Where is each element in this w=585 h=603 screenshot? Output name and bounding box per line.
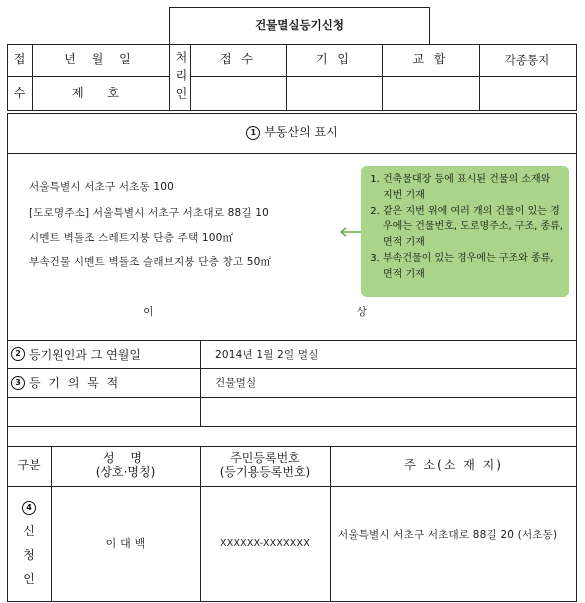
id-header: 주민등록번호 (등기용등록번호) — [219, 451, 311, 479]
property-line-4: 부속건물 시멘트 벽돌조 슬래브지붕 단층 창고 50㎡ — [29, 255, 272, 268]
cause-label: 2 등기원인과 그 연월일 — [11, 340, 141, 368]
notice-column: 각종통지 — [504, 52, 550, 67]
note-item-1: 1. 건축물대장 등에 표시된 건물의 소재와 지번 기재 — [383, 172, 563, 204]
guidance-note — [361, 166, 569, 297]
applicant-id-number: XXXXXX-XXXXXXX — [220, 537, 310, 549]
property-line-1: 서울특별시 서초구 서초동 100 — [29, 180, 175, 193]
note-item-3: 3. 부속건물이 있는 경우에는 구조와 종류, 면적 기재 — [383, 251, 563, 283]
division-header: 구분 — [17, 458, 41, 473]
receipt-label: 접 — [13, 52, 26, 67]
page-title: 건물멸실등기신청 — [255, 18, 344, 33]
property-heading-label: 부동산의 표시 — [264, 125, 338, 140]
section-number-4: 4 — [22, 501, 36, 515]
property-footer: 이 상 — [143, 305, 467, 318]
property-line-3: 시멘트 벽돌조 스레트지붕 단층 주택 100㎡ — [29, 231, 234, 244]
applicant-name: 이 대 백 — [105, 536, 146, 550]
purpose-value: 건물멸실 — [215, 377, 257, 389]
receipt-column: 접 수 — [220, 52, 256, 67]
property-line-2: [도로명주소] 서울특별시 서초구 서초대로 88길 10 — [29, 206, 269, 219]
processing-label: 처리인 — [173, 50, 188, 105]
section-number-1: 1 — [246, 126, 260, 140]
applicant-label: 4 신 청 인 — [23, 503, 35, 586]
purpose-label: 3 등 기 의 목 적 — [11, 368, 120, 397]
cause-value: 2014년 1월 2일 멸실 — [215, 348, 319, 361]
collation-column: 교 합 — [412, 52, 449, 67]
property-heading — [7, 113, 577, 153]
applicant-address: 서울특별시 서초구 서초대로 88길 20 (서초동) — [338, 529, 558, 541]
note-item-2: 2. 같은 지번 위에 여러 개의 건물이 있는 경우에는 건물번호, 도로명주소, 구조, 종류, 면적 기재 — [383, 204, 563, 251]
entry-column: 기 입 — [316, 52, 352, 67]
section-number-3: 3 — [11, 376, 25, 390]
number-label: 제 호 — [72, 85, 129, 100]
date-label: 년 월 일 — [64, 52, 137, 67]
address-header: 주 소(소 재 지) — [404, 458, 503, 473]
receipt-label-2: 수 — [13, 85, 26, 100]
name-header: 성 명 (상호·명칭) — [95, 451, 156, 479]
section-number-2: 2 — [11, 347, 25, 361]
